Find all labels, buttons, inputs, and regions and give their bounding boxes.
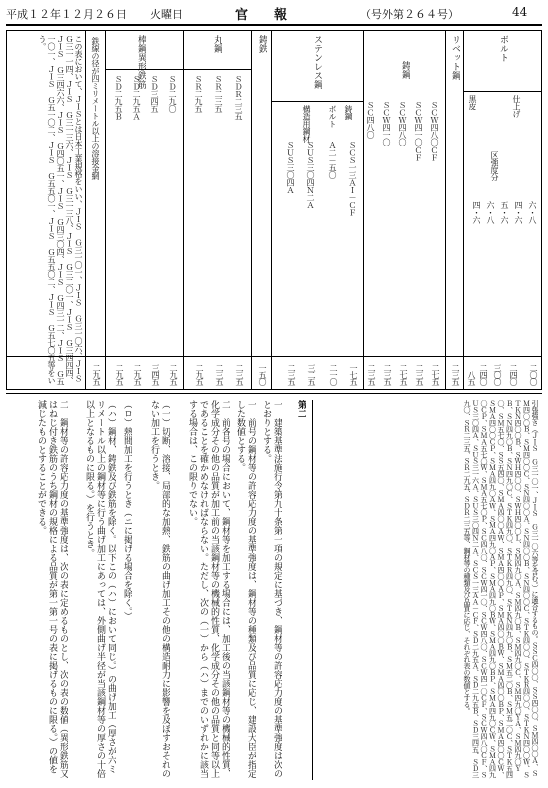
- body-paragraph: （一）切断、溶接、局部的な加熱、鉄筋の曲げ加工その他の構造耐力に影響を及ぼすおそれのない加工を行うとき。: [149, 400, 170, 778]
- cast-iron-title: 鋳鉄: [257, 35, 267, 53]
- bolt-value: 八五: [467, 371, 476, 385]
- page-number: 44: [512, 5, 528, 19]
- bolt-item: 五・六: [500, 201, 509, 224]
- cast-steel-value: 二七五: [431, 364, 440, 385]
- stainless-item: ＳＣＳ一三ＡＩ－ＣＦ: [348, 141, 357, 216]
- bolt-item: 四・六: [514, 201, 523, 224]
- round-bar-value: 二三五: [235, 364, 244, 385]
- issue-number: （号外第２６４号）: [360, 8, 459, 21]
- cast-steel-item: ＳＣＷ四一〇: [382, 101, 391, 146]
- cast-steel-item: ＳＣＷ四八〇ＣＦ: [430, 101, 439, 161]
- page-header: [0, 0, 548, 26]
- stainless-item: ＳＵＳ三〇四Ａ: [286, 141, 295, 194]
- body-paragraph: 一 前号の鋼材等の許容応力度の基準強度は、鋼材等の種類及び品質に応じ、建設大臣が指定した数値とする。: [235, 400, 256, 778]
- bolt-sub-strength: 区強度分: [490, 151, 499, 181]
- round-bar-value: 二九五: [195, 364, 204, 385]
- cast-steel-group: [363, 31, 445, 389]
- group-rule: [464, 91, 542, 92]
- group-rule: [106, 69, 183, 70]
- body-paragraph: 二 前各号の場合において、鋼材等を加工する場合には、加工後の当該鋼材等の機械的性質、化学成分その他の品質が加工前の当該鋼材等の機械的性質、化学成分その他の品質と同等以上であることを確かめなければならない。ただし、次の（一）から（ハ）までのいずれかに該当する場合は、この限りでない。: [187, 400, 230, 778]
- welded-mesh-value: 二九五: [92, 364, 101, 385]
- stainless-value: 二三五: [287, 364, 296, 385]
- publication-title: 官 報: [235, 8, 288, 23]
- stainless-item: ＳＵＳ三〇四Ｎ二Ａ: [306, 141, 315, 209]
- deformed-bar-item: ＳＤ二九〇: [168, 75, 177, 113]
- stainless-sub-bolt: ボルト: [328, 105, 337, 128]
- round-bar-title: 丸鋼: [212, 35, 222, 53]
- stainless-value: 二一〇: [329, 364, 338, 385]
- body-right-block: [312, 400, 543, 780]
- body-paragraph: 一 建築基準法施行令第九十条第一項の規定に基づき、鋼材等の許容応力度の基準強度は次のとおりとする。: [261, 400, 282, 778]
- bolt-value: 二四〇: [479, 364, 488, 385]
- cast-steel-item: ＳＣ四八〇: [366, 101, 375, 139]
- cast-iron-column: [251, 31, 271, 389]
- stainless-group: [271, 31, 363, 389]
- round-bar-item: ＳＲ二三五: [214, 75, 223, 113]
- header-rule: [6, 24, 542, 26]
- cast-steel-value: 二三五: [383, 364, 392, 385]
- cast-steel-item: ＳＣＷ四一〇ＣＦ: [414, 101, 423, 161]
- deformed-bar-value: 三四五: [151, 364, 160, 385]
- body-paragraph: （ハ）鋼材、鋳鉄及び鉄筋を除く。以下この（ハ）において同じ。）の曲げ加工（厚さが六ミリメートル以上の鋼材等に行う曲げ加工にあっては、外側曲げ半径が当該鋼材等の厚さの十倍以上となるものに限る。）を行うとき。: [84, 400, 116, 778]
- bolt-title: ボルト: [498, 35, 508, 62]
- deformed-bar-title: 棒鋼異形鉄筋: [136, 35, 146, 89]
- stainless-title: ステンレス鋼: [312, 35, 322, 89]
- cast-steel-value: 二三五: [367, 364, 376, 385]
- cast-steel-title: 鋳鋼: [400, 61, 410, 79]
- round-bar-item: ＳＤＲ二三五: [234, 75, 243, 120]
- body-paragraph: （ロ）熱間加工を行うとき（ニに掲げる場合を除く。）: [122, 400, 132, 621]
- group-rule: [184, 69, 251, 70]
- stainless-value: 一七五: [349, 364, 358, 385]
- cast-steel-value: 二七五: [399, 364, 408, 385]
- issue-date: 平成１２年１２月２６日: [6, 8, 127, 21]
- welded-mesh-label: 鉄線の径が四ミリメートル以上の溶接金網: [91, 37, 100, 180]
- bolt-sub-finished: 仕上げ: [512, 95, 521, 118]
- bolt-item: 六・八: [528, 201, 537, 224]
- deformed-bar-value: 二九五: [115, 364, 124, 385]
- bolt-value: 三〇〇: [493, 364, 502, 385]
- table-notes-column: [7, 31, 85, 389]
- issue-weekday: 火曜日: [150, 8, 183, 21]
- bolt-value: 二四〇: [509, 364, 518, 385]
- cast-steel-item: ＳＣＷ四八〇: [398, 101, 407, 146]
- bolt-item: 六・八: [486, 201, 495, 224]
- table-notes-text: この表において、ＪＩＳとは日本工業規格をいい、ＪＩＳ Ｇ三一〇一、ＪＩＳ Ｇ三一〇六、ＪＩＳ Ｇ三一一四、ＪＩＳ Ｇ三一三六、ＪＩＳ Ｇ三一三八、ＪＩＳ Ｇ三二〇一、ＪＩＳ Ｇ三四四四、ＪＩＳ Ｇ三四六六、ＪＩＳ Ｇ四〇五一、ＪＩＳ Ｇ四三〇四、ＪＩＳ Ｇ四三一二、ＪＩＳ Ｇ五一〇一、ＪＩＳ Ｇ五一〇二、ＪＩＳ Ｇ五五〇一、ＪＩＳ Ｇ五五〇二、ＪＩＳ Ｇ五七〇五等をいう。: [38, 35, 83, 385]
- section-title: 第二: [296, 400, 306, 418]
- body-left-block: [6, 400, 306, 780]
- welded-mesh-column: [85, 31, 105, 389]
- rivet-steel-title: リベット鋼: [450, 35, 460, 80]
- rivet-steel-value: 二三五: [451, 364, 460, 385]
- group-rule: [272, 101, 363, 102]
- bolt-value: 二〇〇: [529, 364, 538, 385]
- deformed-bar-group: [105, 31, 183, 389]
- rivet-steel-column: [445, 31, 463, 389]
- round-bar-item: ＳＲ二九五: [194, 75, 203, 113]
- standard-strength-table: [6, 30, 542, 390]
- specification-list-text: 引張強さ（ＪＩＳ Ｇ三一〇一、ＪＩＳ Ｇ三一〇六等を含む。）に適合するもの。ＳＳＣ四〇〇、ＳＳ四〇〇、ＳＭ四〇〇Ａ、ＳＭ四〇〇Ｂ、ＳＭ四〇〇Ｃ、ＳＮ四〇〇Ａ、ＳＮ四〇〇Ｂ、ＳＮ四〇〇Ｃ、ＳＴＫ四〇〇、ＳＴＫＲ四〇〇、ＳＴＫＮ四〇〇Ｗ、ＳＴＫＮ四〇〇Ｂ、ＳＷＨ四〇〇、ＳＷＨ四〇〇Ｌ、ＳＭ四九〇Ａ、ＳＭ四九〇Ｂ、ＳＭ四九〇Ｃ、ＳＭ四九〇ＹＡ、ＳＭ四九〇ＹＢ、ＳＮ四九〇Ｂ、ＳＮ四九〇Ｃ、ＳＴＫ四九〇、ＳＴＫＲ四九〇、ＳＴＫＮ四九〇Ｂ、ＳＭ五二〇Ｂ、ＳＭ五二〇Ｃ、ＳＴＫ五四〇、ＳＭ五七〇、ＳＳ五四〇、ＳＭＡ四〇〇ＡＷ、ＳＭＡ四〇〇ＡＰ、ＳＭＡ四〇〇ＢＷ、ＳＭＡ四〇〇ＢＰ、ＳＭＡ四〇〇ＣＷ、ＳＭＡ四〇〇ＣＰ、ＳＭＡ四九〇ＡＷ、ＳＭＡ四九〇ＡＰ、ＳＭＡ四九〇ＢＷ、ＳＭＡ四九〇ＢＰ、ＳＭＡ四九〇ＣＷ、ＳＭＡ四九〇ＣＰ、ＳＭＡ五七〇Ｗ、ＳＭＡ五七〇Ｐ、ＳＣ四八〇、ＳＣＷ四一〇、ＳＣＷ四八〇、ＳＣＷ四一〇ＣＦ、ＳＣＷ四八〇ＣＦ、ＳＵＳ三〇四Ａ、ＳＵＳ三一六Ａ、ＳＵＳ三〇四Ｎ二Ａ、ＳＣＳ一三ＡＡ－ＣＦ、ＳＤ二九五Ａ、ＳＤ二九五Ｂ、ＳＤ三四五、ＳＤ三九〇、ＳＲ二三五、ＳＲ二九五、ＳＤＲ二三五等、鋼材等の種類及び品質に応じ、それぞれ表の数値とする。: [463, 400, 539, 778]
- stainless-sub-structural: 構造用鋼材: [302, 105, 311, 143]
- deformed-bar-value: 二九五: [133, 364, 142, 385]
- deformed-bar-value: 二九五: [169, 364, 178, 385]
- bolt-group: [463, 31, 542, 389]
- deformed-bar-item: ＳＤ二九五Ａ: [132, 75, 141, 120]
- cast-steel-value: 二三五: [415, 364, 424, 385]
- section-divider: [6, 393, 542, 394]
- round-bar-group: [183, 31, 251, 389]
- stainless-value: 三二五: [307, 364, 316, 385]
- deformed-bar-item: ＳＤ二九五Ｂ: [114, 75, 123, 120]
- stainless-sub-cast: 鋳鋼: [344, 105, 353, 120]
- bolt-sub-black: 黒皮: [468, 95, 477, 110]
- deformed-bar-item: ＳＤ三四五: [150, 75, 159, 113]
- stainless-item: Ａ二－五〇: [328, 141, 337, 179]
- bolt-item: 四・六: [472, 201, 481, 224]
- round-bar-value: 二三五: [215, 364, 224, 385]
- cast-iron-value: 一五〇: [258, 364, 267, 385]
- body-paragraph: 二 鋼材等の許容応力度の基準強度は、次の表に定めるものとし、次の表の数値（異形鉄筋又はねじ付き鉄筋のうち鋼材の規格による品質が第一第一号の表に掲げるものに限る。）の値を減じたものとすることができる。: [36, 400, 68, 778]
